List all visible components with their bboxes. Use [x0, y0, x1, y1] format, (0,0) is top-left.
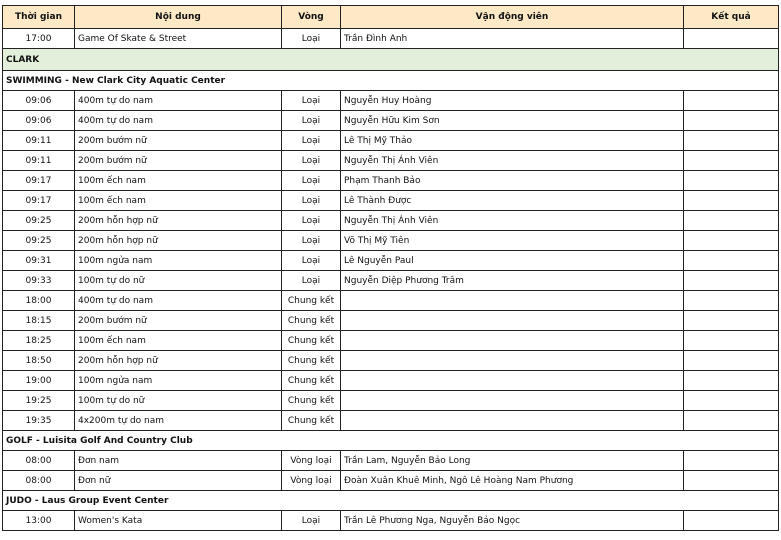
- cell-time: 09:17: [3, 191, 75, 211]
- cell-athletes: [341, 291, 684, 311]
- cell-event: 200m hỗn hợp nữ: [75, 211, 282, 231]
- cell-event: 100m ếch nam: [75, 191, 282, 211]
- cell-round: Loại: [282, 211, 341, 231]
- cell-result: [684, 271, 779, 291]
- cell-event: 100m ếch nam: [75, 171, 282, 191]
- table-row: [3, 211, 779, 231]
- cell-round: Loại: [282, 29, 341, 49]
- table-row: [3, 411, 779, 431]
- cell-athletes: Nguyễn Diệp Phương Trâm: [341, 271, 684, 291]
- cell-result: [684, 351, 779, 371]
- cell-event: 200m bướm nữ: [75, 311, 282, 331]
- cell-time: 08:00: [3, 451, 75, 471]
- cell-time: 09:17: [3, 171, 75, 191]
- cell-result: [684, 371, 779, 391]
- cell-athletes: [341, 391, 684, 411]
- cell-result: [684, 511, 779, 531]
- venue-label: JUDO - Laus Group Event Center: [3, 491, 779, 511]
- cell-result: [684, 111, 779, 131]
- cell-round: Chung kết: [282, 391, 341, 411]
- cell-round: Loại: [282, 271, 341, 291]
- cell-athletes: [341, 331, 684, 351]
- cell-time: 09:11: [3, 131, 75, 151]
- cell-time: 09:25: [3, 231, 75, 251]
- cell-round: Vòng loại: [282, 451, 341, 471]
- cell-event: 400m tự do nam: [75, 91, 282, 111]
- table-row: [3, 351, 779, 371]
- cell-time: 09:06: [3, 91, 75, 111]
- cell-result: [684, 291, 779, 311]
- cell-round: Loại: [282, 251, 341, 271]
- cell-result: [684, 311, 779, 331]
- cell-event: Đơn nữ: [75, 471, 282, 491]
- header-time: Thời gian: [3, 6, 75, 29]
- table-row: [3, 391, 779, 411]
- cell-event: Đơn nam: [75, 451, 282, 471]
- table-row: [3, 331, 779, 351]
- cell-result: [684, 151, 779, 171]
- header-row: [3, 6, 779, 29]
- cell-round: Loại: [282, 151, 341, 171]
- cell-result: [684, 29, 779, 49]
- venue-row-golf: [3, 431, 779, 451]
- cell-athletes: Võ Thị Mỹ Tiên: [341, 231, 684, 251]
- table-row: [3, 451, 779, 471]
- cell-time: 08:00: [3, 471, 75, 491]
- table-row: [3, 131, 779, 151]
- header-athletes: Vận động viên: [341, 6, 684, 29]
- cell-event: 100m tự do nữ: [75, 271, 282, 291]
- header-event: Nội dung: [75, 6, 282, 29]
- cell-time: 18:25: [3, 331, 75, 351]
- region-label: CLARK: [3, 49, 779, 71]
- cell-round: Loại: [282, 111, 341, 131]
- cell-result: [684, 131, 779, 151]
- cell-athletes: [341, 411, 684, 431]
- cell-round: Chung kết: [282, 411, 341, 431]
- cell-event: 200m hỗn hợp nữ: [75, 231, 282, 251]
- cell-round: Chung kết: [282, 371, 341, 391]
- cell-athletes: Lê Nguyễn Paul: [341, 251, 684, 271]
- header-round: Vòng: [282, 6, 341, 29]
- cell-athletes: [341, 371, 684, 391]
- table-row: [3, 111, 779, 131]
- table-row: [3, 271, 779, 291]
- cell-athletes: Phạm Thanh Bảo: [341, 171, 684, 191]
- cell-athletes: Nguyễn Thị Ánh Viên: [341, 151, 684, 171]
- cell-result: [684, 451, 779, 471]
- cell-time: 13:00: [3, 511, 75, 531]
- cell-event: 200m bướm nữ: [75, 131, 282, 151]
- cell-round: Chung kết: [282, 351, 341, 371]
- cell-round: Loại: [282, 231, 341, 251]
- venue-label: SWIMMING - New Clark City Aquatic Center: [3, 71, 779, 91]
- cell-round: Chung kết: [282, 291, 341, 311]
- cell-time: 18:50: [3, 351, 75, 371]
- cell-result: [684, 211, 779, 231]
- cell-round: Loại: [282, 131, 341, 151]
- table-row: [3, 91, 779, 111]
- cell-athletes: Nguyễn Hữu Kim Sơn: [341, 111, 684, 131]
- cell-result: [684, 251, 779, 271]
- cell-event: 200m hỗn hợp nữ: [75, 351, 282, 371]
- cell-round: Loại: [282, 191, 341, 211]
- cell-time: 18:00: [3, 291, 75, 311]
- cell-time: 09:06: [3, 111, 75, 131]
- schedule-table: [2, 5, 779, 531]
- cell-athletes: Lê Thành Được: [341, 191, 684, 211]
- table-row: [3, 231, 779, 251]
- cell-round: Loại: [282, 171, 341, 191]
- table-row: [3, 171, 779, 191]
- table-row: [3, 151, 779, 171]
- cell-event: 100m ếch nam: [75, 331, 282, 351]
- cell-event: 400m tự do nam: [75, 291, 282, 311]
- cell-event: 400m tự do nam: [75, 111, 282, 131]
- cell-athletes: Lê Thị Mỹ Thảo: [341, 131, 684, 151]
- cell-event: 4x200m tự do nam: [75, 411, 282, 431]
- cell-event: 100m ngửa nam: [75, 251, 282, 271]
- cell-athletes: Nguyễn Huy Hoàng: [341, 91, 684, 111]
- header-result: Kết quả: [684, 6, 779, 29]
- cell-time: 19:00: [3, 371, 75, 391]
- venue-row-judo: [3, 491, 779, 511]
- cell-athletes: [341, 311, 684, 331]
- table-row: [3, 191, 779, 211]
- region-row: [3, 49, 779, 71]
- table-row: [3, 511, 779, 531]
- table-row: [3, 291, 779, 311]
- cell-result: [684, 191, 779, 211]
- cell-event: 100m tự do nữ: [75, 391, 282, 411]
- cell-time: 09:31: [3, 251, 75, 271]
- cell-time: 19:35: [3, 411, 75, 431]
- cell-round: Vòng loại: [282, 471, 341, 491]
- cell-time: 09:25: [3, 211, 75, 231]
- cell-round: Chung kết: [282, 311, 341, 331]
- cell-athletes: [341, 351, 684, 371]
- table-row: [3, 371, 779, 391]
- cell-event: Game Of Skate & Street: [75, 29, 282, 49]
- cell-result: [684, 391, 779, 411]
- cell-time: 09:11: [3, 151, 75, 171]
- venue-row-swimming: [3, 71, 779, 91]
- cell-result: [684, 91, 779, 111]
- cell-event: 100m ngửa nam: [75, 371, 282, 391]
- cell-result: [684, 331, 779, 351]
- table-row: [3, 311, 779, 331]
- cell-time: 18:15: [3, 311, 75, 331]
- cell-result: [684, 171, 779, 191]
- cell-round: Chung kết: [282, 331, 341, 351]
- cell-event: Women's Kata: [75, 511, 282, 531]
- cell-event: 200m bướm nữ: [75, 151, 282, 171]
- table-row: [3, 29, 779, 49]
- cell-result: [684, 471, 779, 491]
- cell-round: Loại: [282, 511, 341, 531]
- cell-athletes: Trần Lam, Nguyễn Bảo Long: [341, 451, 684, 471]
- cell-time: 09:33: [3, 271, 75, 291]
- cell-athletes: Trần Đình Anh: [341, 29, 684, 49]
- cell-athletes: Đoàn Xuân Khuê Minh, Ngô Lê Hoàng Nam Phương: [341, 471, 684, 491]
- cell-time: 17:00: [3, 29, 75, 49]
- cell-round: Loại: [282, 91, 341, 111]
- table-row: [3, 251, 779, 271]
- cell-result: [684, 411, 779, 431]
- venue-label: GOLF - Luisita Golf And Country Club: [3, 431, 779, 451]
- cell-time: 19:25: [3, 391, 75, 411]
- cell-athletes: Trần Lê Phương Nga, Nguyễn Bảo Ngọc: [341, 511, 684, 531]
- table-row: [3, 471, 779, 491]
- cell-athletes: Nguyễn Thị Ánh Viên: [341, 211, 684, 231]
- cell-result: [684, 231, 779, 251]
